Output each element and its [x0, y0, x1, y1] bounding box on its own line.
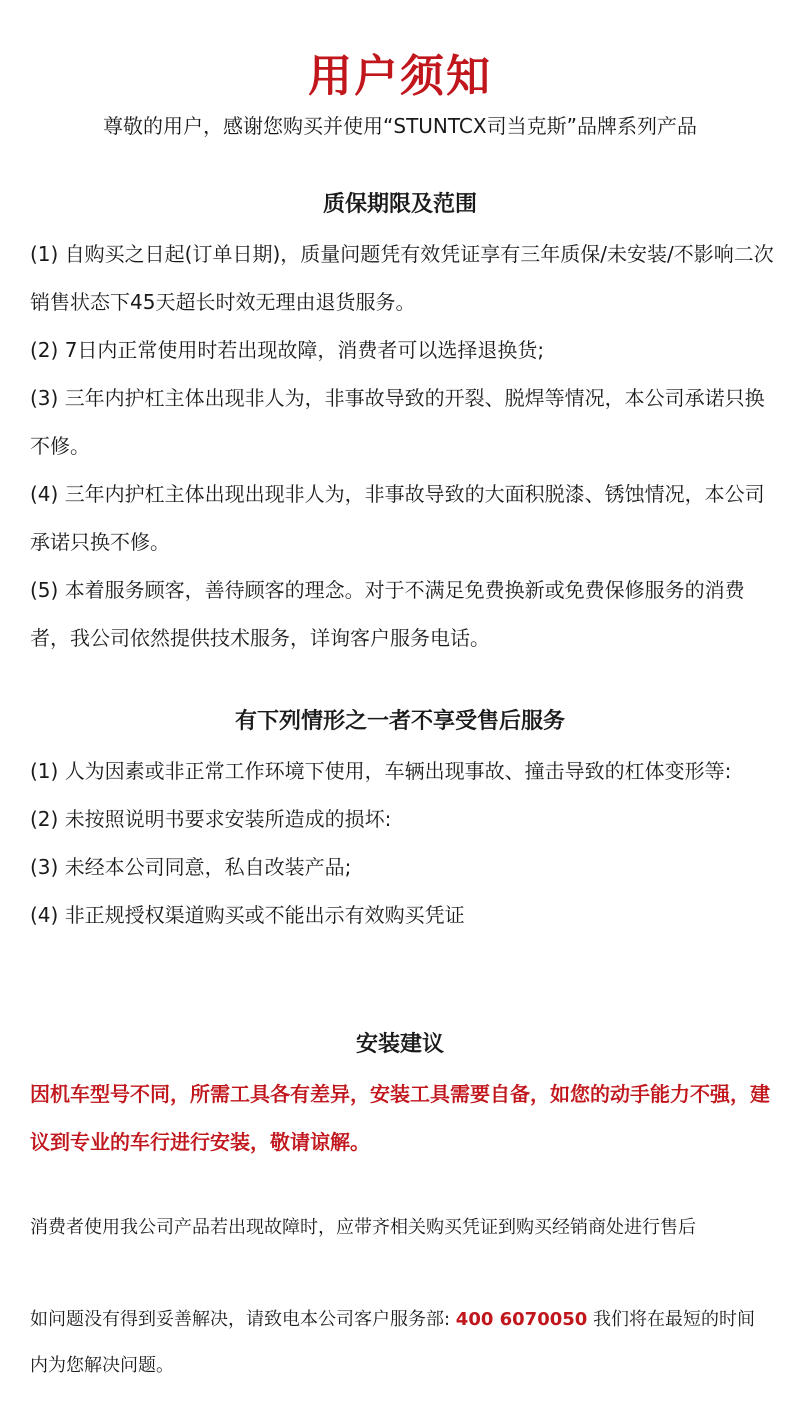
list-item: (2) 未按照说明书要求安装所造成的损坏:: [30, 807, 392, 831]
contact-suffix: 我们将在最短的时间内为您解决问题。: [30, 1309, 756, 1376]
list-item: (1) 人为因素或非正常工作环境下使用，车辆出现事故、撞击导致的杠体变形等:: [30, 759, 732, 783]
warranty-list: [30, 230, 775, 662]
contact-escalation: [30, 1297, 770, 1389]
list-item: (4) 三年内护杠主体出现出现非人为，非事故导致的大面积脱漆、锈蚀情况，本公司承诺只换不修。: [30, 482, 765, 554]
exclusions-heading: 有下列情形之一者不享受售后服务: [234, 709, 565, 734]
installation-notice: 因机车型号不同，所需工具各有差异，安装工具需要自备，如您的动手能力不强，建议到专业的车行进行安装，敬请谅解。: [30, 1082, 770, 1154]
installation-heading: 安装建议: [355, 1032, 444, 1057]
page-title: 用户须知: [308, 51, 492, 103]
list-item: (2) 7日内正常使用时若出现故障，消费者可以选择退换货;: [30, 338, 545, 362]
list-item: (1) 自购买之日起(订单日期)，质量问题凭有效凭证享有三年质保/未安装/不影响二次销售状态下45天超长时效无理由退货服务。: [30, 242, 774, 314]
list-item: (3) 三年内护杠主体出现非人为，非事故导致的开裂、脱焊等情况，本公司承诺只换不修。: [30, 386, 765, 458]
list-item: (5) 本着服务顾客，善待顾客的理念。对于不满足免费换新或免费保修服务的消费者，我公司依然提供技术服务，详询客户服务电话。: [30, 578, 745, 650]
greeting-text: 尊敬的用户，感谢您购买并使用“STUNTCX司当克斯”品牌系列产品: [103, 114, 697, 138]
exclusions-list: [30, 747, 775, 939]
warranty-heading: 质保期限及范围: [322, 192, 477, 217]
list-item: (4) 非正规授权渠道购买或不能出示有效购买凭证: [30, 903, 465, 927]
contact-after-sales: 消费者使用我公司产品若出现故障时，应带齐相关购买凭证到购买经销商处进行售后: [30, 1217, 696, 1238]
list-item: (3) 未经本公司同意，私自改装产品;: [30, 855, 352, 879]
service-phone: 400 6070050: [455, 1309, 588, 1330]
contact-prefix: 如问题没有得到妥善解决，请致电本公司客户服务部:: [30, 1309, 451, 1330]
